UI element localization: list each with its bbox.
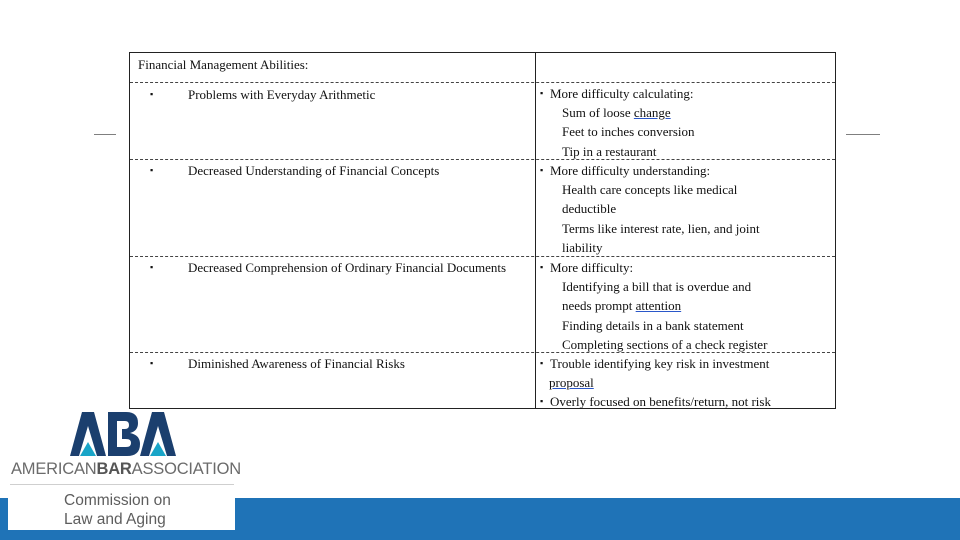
detail-cell-risks: [540, 354, 830, 412]
detail-item: Feet to inches conversion: [562, 124, 695, 140]
left-divider-line: [94, 134, 116, 135]
detail-cell-concepts: [540, 161, 830, 257]
commission-name: [64, 491, 171, 529]
detail-item: liability: [562, 239, 603, 255]
table-header: Financial Management Abilities:: [138, 57, 309, 72]
detail-lead: ▪ Overly focused on benefits/return, not risk: [540, 392, 830, 411]
detail-item: Completing sections of a check register: [562, 336, 768, 352]
column-divider: [535, 53, 536, 408]
ability-label: Problems with Everyday Arithmetic: [188, 87, 376, 102]
financial-abilities-table: [129, 52, 836, 409]
logo-divider: [10, 484, 234, 485]
detail-item: proposal: [549, 375, 594, 391]
bullet-icon: ▪: [150, 262, 154, 272]
detail-item: Tip in a restaurant: [562, 143, 657, 159]
detail-item: deductible: [562, 201, 617, 217]
detail-lead: ▪ More difficulty:: [540, 258, 830, 277]
ability-label: Decreased Understanding of Financial Concepts: [188, 163, 440, 178]
commission-line-1: Commission on: [64, 492, 171, 509]
detail-item: Identifying a bill that is overdue and: [562, 279, 752, 295]
bullet-icon: ▪: [150, 165, 154, 175]
ability-label: Diminished Awareness of Financial Risks: [188, 356, 405, 371]
detail-lead: ▪ More difficulty understanding:: [540, 161, 830, 180]
detail-cell-arithmetic: [540, 84, 830, 161]
bullet-icon: ▪: [150, 89, 154, 99]
aba-wordmark: AMERICANBARASSOCIATION: [11, 460, 242, 478]
detail-lead: ▪ Trouble identifying key risk in investment: [540, 354, 830, 373]
detail-item: Health care concepts like medical: [562, 182, 738, 198]
detail-cell-documents: [540, 258, 830, 354]
bullet-icon: ▪: [150, 358, 154, 368]
ability-label: Decreased Comprehension of Ordinary Financial Documents: [188, 260, 507, 275]
detail-item: needs prompt attention: [562, 298, 682, 314]
row-divider: [130, 82, 835, 83]
aba-logo-icon: [70, 412, 176, 456]
detail-item: Sum of loose change: [562, 105, 671, 121]
detail-item: Terms like interest rate, lien, and joint: [562, 220, 760, 236]
right-divider-line: [846, 134, 880, 135]
detail-item: Finding details in a bank statement: [562, 317, 744, 333]
detail-lead: ▪ More difficulty calculating:: [540, 84, 830, 103]
aba-commission-logo: [8, 410, 242, 530]
commission-line-2: Law and Aging: [64, 511, 166, 528]
